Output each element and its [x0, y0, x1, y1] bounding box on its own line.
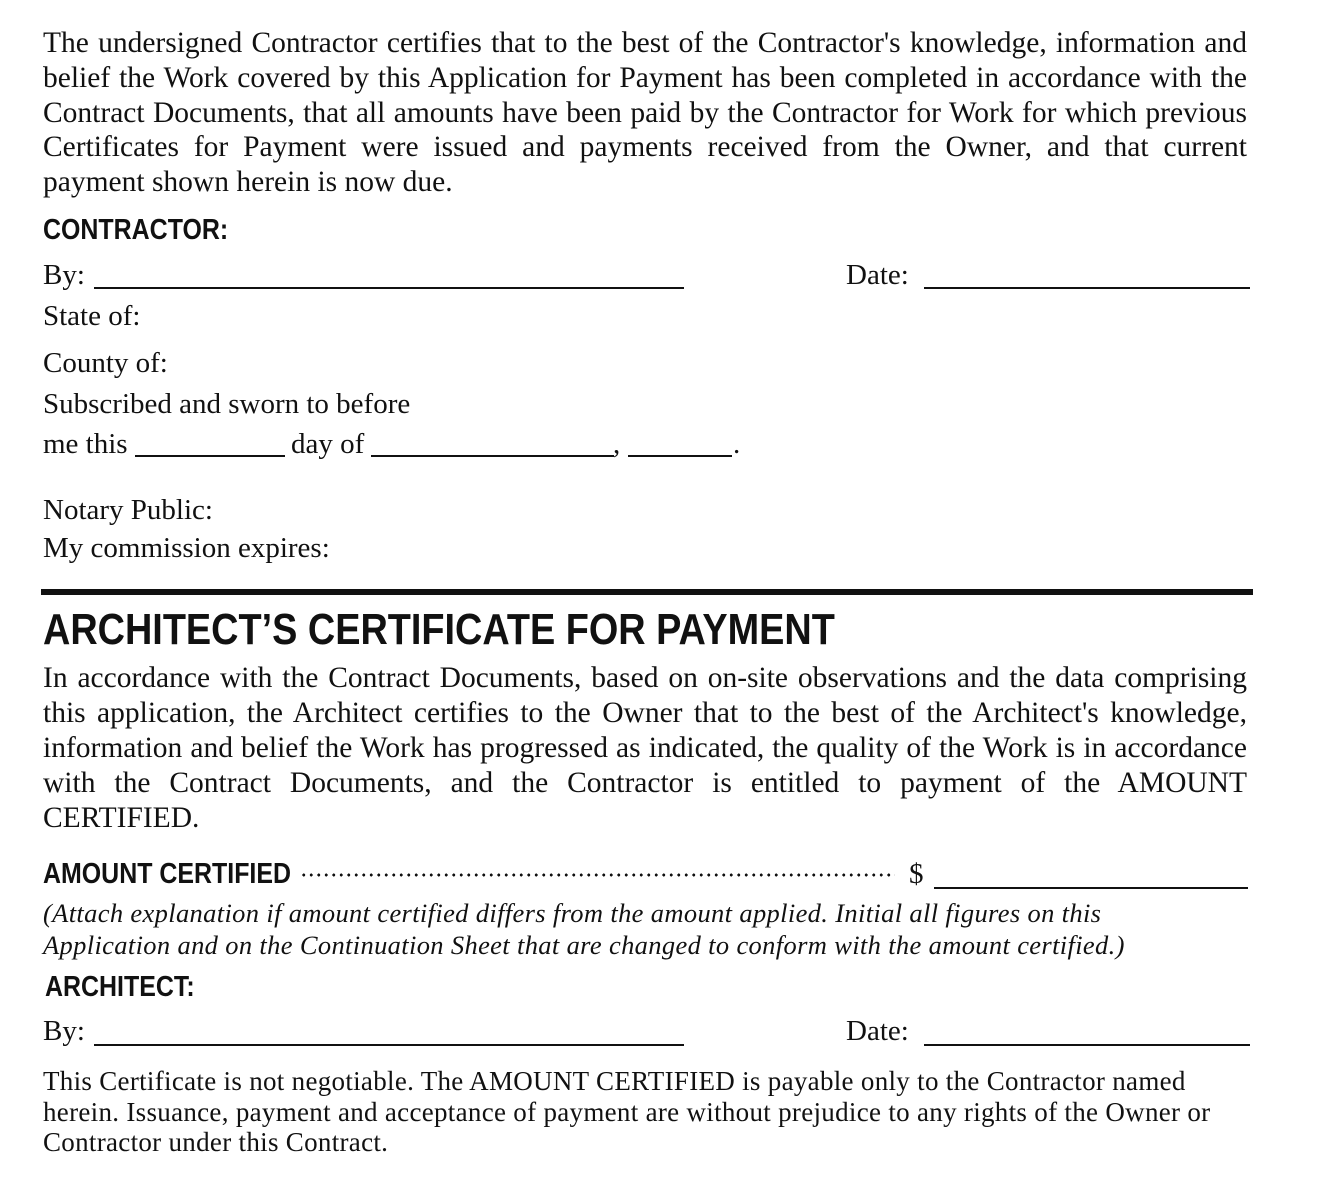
commission-expires-label: My commission expires:	[43, 532, 330, 564]
dollar-sign: $	[909, 858, 924, 890]
amount-certified-line[interactable]	[934, 887, 1248, 889]
period-mark: .	[733, 428, 741, 460]
contractor-date-line[interactable]	[924, 287, 1250, 289]
architect-certification-text: In accordance with the Contract Documents, based on on-site observations and the data comprising this application, the Architect certifies to the Owner that to the best of the Architect's knowledge, information and belief the Work has progressed as indicated, the quality of the Work is in accordance with the Contract Documents, and the Contractor is entitled to payment of the AMOUNT CERTIFIED.	[43, 662, 1247, 834]
section-divider	[41, 589, 1253, 595]
architect-date-label: Date:	[846, 1015, 909, 1047]
contractor-signature-line[interactable]	[94, 287, 684, 289]
day-of-label: day of	[291, 428, 365, 460]
comma-separator: ,	[613, 428, 621, 460]
day-number-line[interactable]	[135, 455, 285, 457]
county-of-label: County of:	[43, 347, 168, 379]
amount-certified-label: AMOUNT CERTIFIED	[43, 858, 292, 890]
me-this-label: me this	[43, 428, 128, 460]
architect-signature-line[interactable]	[94, 1044, 684, 1046]
contractor-date-label: Date:	[846, 259, 909, 291]
contractor-by-label: By:	[43, 259, 85, 291]
year-line[interactable]	[628, 455, 732, 457]
month-line[interactable]	[371, 455, 614, 457]
amount-leader-dots	[300, 872, 895, 878]
architect-date-line[interactable]	[924, 1044, 1250, 1046]
contractor-certification-text: The undersigned Contractor certifies that to the best of the Contractor's knowledge, information and belief the Work covered by this Application for Payment has been completed in accordance with the Contract Documents, that all amounts have been paid by the Contractor for Work for which previous Certificates for Payment were issued and payments received from the Owner, and that current payment shown herein is now due.	[43, 27, 1247, 199]
certificate-disclaimer: This Certificate is not negotiable. The AMOUNT CERTIFIED is payable only to the Contractor named herein. Issuance, payment and acceptance of payment are without prejudice to any rights of the Owner or Contractor under this Contract.	[43, 1066, 1211, 1157]
architect-by-label: By:	[43, 1015, 85, 1047]
subscribed-sworn-label: Subscribed and sworn to before	[43, 388, 411, 420]
architect-heading: ARCHITECT:	[45, 971, 195, 1003]
contractor-heading: CONTRACTOR:	[43, 214, 229, 246]
architect-certificate-title: ARCHITECT’S CERTIFICATE FOR PAYMENT	[43, 605, 835, 654]
state-of-label: State of:	[43, 300, 141, 332]
amount-explanation-note: (Attach explanation if amount certified differs from the amount applied. Initial all figures on this Application and on the Continuation Sheet that are changed to conform with the amount certified.)	[43, 898, 1125, 960]
notary-public-label: Notary Public:	[43, 494, 213, 526]
